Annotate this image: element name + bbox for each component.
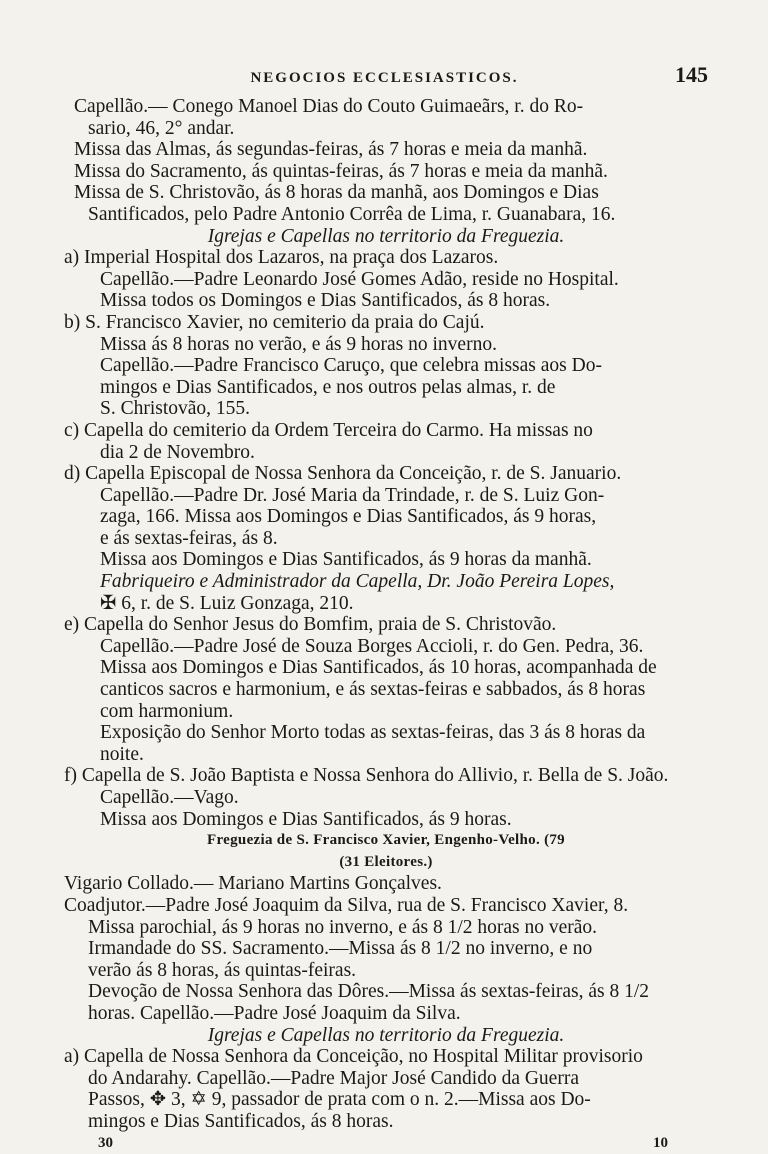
text-line: canticos sacros e harmonium, e ás sextas-feiras e sabbados, ás 8 horas <box>100 679 646 701</box>
text-line: Missa todos os Domingos e Dias Santificados, ás 8 horas. <box>100 290 551 312</box>
text-line: Missa ás 8 horas no verão, e ás 9 horas no inverno. <box>100 333 497 355</box>
signature-mark: 30 <box>98 1134 113 1151</box>
text-line: Missa parochial, ás 9 horas no inverno, e ás 8 1/2 horas no verão. <box>88 916 598 938</box>
text-line: Capellão.—Padre Leonardo José Gomes Adão, reside no Hospital. <box>100 268 619 290</box>
text-line: mingos e Dias Santificados, e nos outros pelas almas, r. de <box>100 376 556 398</box>
text-line: ✠ 6, r. de S. Luiz Gonzaga, 210. <box>100 592 354 614</box>
list-item: f) Capella de S. João Baptista e Nossa Senhora do Allivio, r. Bella de S. João. <box>64 765 669 787</box>
text-line: Capellão.— Conego Manoel Dias do Couto Guimaeãrs, r. do Ro- <box>74 96 584 117</box>
text-line: Coadjutor.—Padre José Joaquim da Silva, rua de S. Francisco Xavier, 8. <box>64 894 629 916</box>
text-line: Missa do Sacramento, ás quintas-feiras, ás 7 horas e meia da manhã. <box>74 160 608 182</box>
list-item: a) Imperial Hospital dos Lazaros, na praça dos Lazaros. <box>64 247 499 269</box>
text-line: verão ás 8 horas, ás quintas-feiras. <box>88 959 357 981</box>
text-line: Capellão.—Padre Francisco Caruço, que celebra missas aos Do- <box>100 355 602 377</box>
footer-number: 10 <box>653 1134 668 1151</box>
section-heading: Igrejas e Capellas no territorio da Freguezia. <box>207 1024 565 1046</box>
text-line: Capellão.—Vago. <box>100 787 239 808</box>
text-line: noite. <box>100 743 144 765</box>
text-line: Missa de S. Christovão, ás 8 horas da manhã, aos Domingos e Dias <box>74 182 599 204</box>
header-title: NEGOCIOS ECCLESIASTICOS. <box>250 70 519 86</box>
text-line: sario, 46, 2° andar. <box>88 117 235 139</box>
running-header <box>64 62 708 96</box>
list-item: d) Capella Episcopal de Nossa Senhora da Conceição, r. de S. Januario. <box>64 463 622 485</box>
section-heading: Igrejas e Capellas no territorio da Freguezia. <box>207 225 565 247</box>
text-line: Capellão.—Padre Dr. José Maria da Trindade, r. de S. Luiz Gon- <box>100 484 605 506</box>
text-line: S. Christovão, 155. <box>100 398 251 420</box>
text-line: Missa aos Domingos e Dias Santificados, ás 9 horas da manhã. <box>100 549 592 571</box>
text-line: Vigario Collado.— Mariano Martins Gonçalves. <box>64 873 442 895</box>
text-line: Missa aos Domingos e Dias Santificados, ás 9 horas. <box>100 808 512 830</box>
parish-heading: Freguezia de S. Francisco Xavier, Engenho-Velho. (79 <box>207 832 565 849</box>
text-line: Missa aos Domingos e Dias Santificados, ás 10 horas, acompanhada de <box>100 657 657 679</box>
text-line: Exposição do Senhor Morto todas as sextas-feiras, das 3 ás 8 horas da <box>100 722 646 744</box>
text-line: Fabriqueiro e Administrador da Capella, Dr. João Pereira Lopes, <box>100 571 615 593</box>
page-number: 145 <box>675 62 708 87</box>
parish-electors: (31 Eleitores.) <box>339 853 433 870</box>
page-footer <box>64 1133 708 1152</box>
list-item: e) Capella do Senhor Jesus do Bomfim, praia de S. Christovão. <box>64 614 557 636</box>
text-line: Passos, ✥ 3, ✡ 9, passador de prata com o n. 2.—Missa aos Do- <box>88 1089 591 1111</box>
list-item: b) S. Francisco Xavier, no cemiterio da praia do Cajú. <box>64 311 485 333</box>
text-line: Capellão.—Padre José de Souza Borges Accioli, r. do Gen. Pedra, 36. <box>100 635 644 657</box>
list-item: a) Capella de Nossa Senhora da Conceição, no Hospital Militar provisorio <box>64 1046 643 1068</box>
text-line: mingos e Dias Santificados, ás 8 horas. <box>88 1110 394 1132</box>
text-line: com harmonium. <box>100 700 234 722</box>
text-line: dia 2 de Novembro. <box>100 441 255 463</box>
text-line: horas. Capellão.—Padre José Joaquim da Silva. <box>88 1002 461 1024</box>
text-line: e ás sextas-feiras, ás 8. <box>100 527 278 549</box>
text-line: Irmandade do SS. Sacramento.—Missa ás 8 1/2 no inverno, e no <box>88 938 593 960</box>
text-line: do Andarahy. Capellão.—Padre Major José Candido da Guerra <box>88 1067 579 1089</box>
text-line: Missa das Almas, ás segundas-feiras, ás 7 horas e meia da manhã. <box>74 139 588 161</box>
text-line: Devoção de Nossa Senhora das Dôres.—Missa ás sextas-feiras, ás 8 1/2 <box>88 981 650 1003</box>
list-item: c) Capella do cemiterio da Ordem Terceira do Carmo. Ha missas no <box>64 419 593 441</box>
text-line: Santificados, pelo Padre Antonio Corrêa de Lima, r. Guanabara, 16. <box>88 203 616 225</box>
text-line: zaga, 166. Missa aos Domingos e Dias Santificados, ás 9 horas, <box>100 506 597 528</box>
